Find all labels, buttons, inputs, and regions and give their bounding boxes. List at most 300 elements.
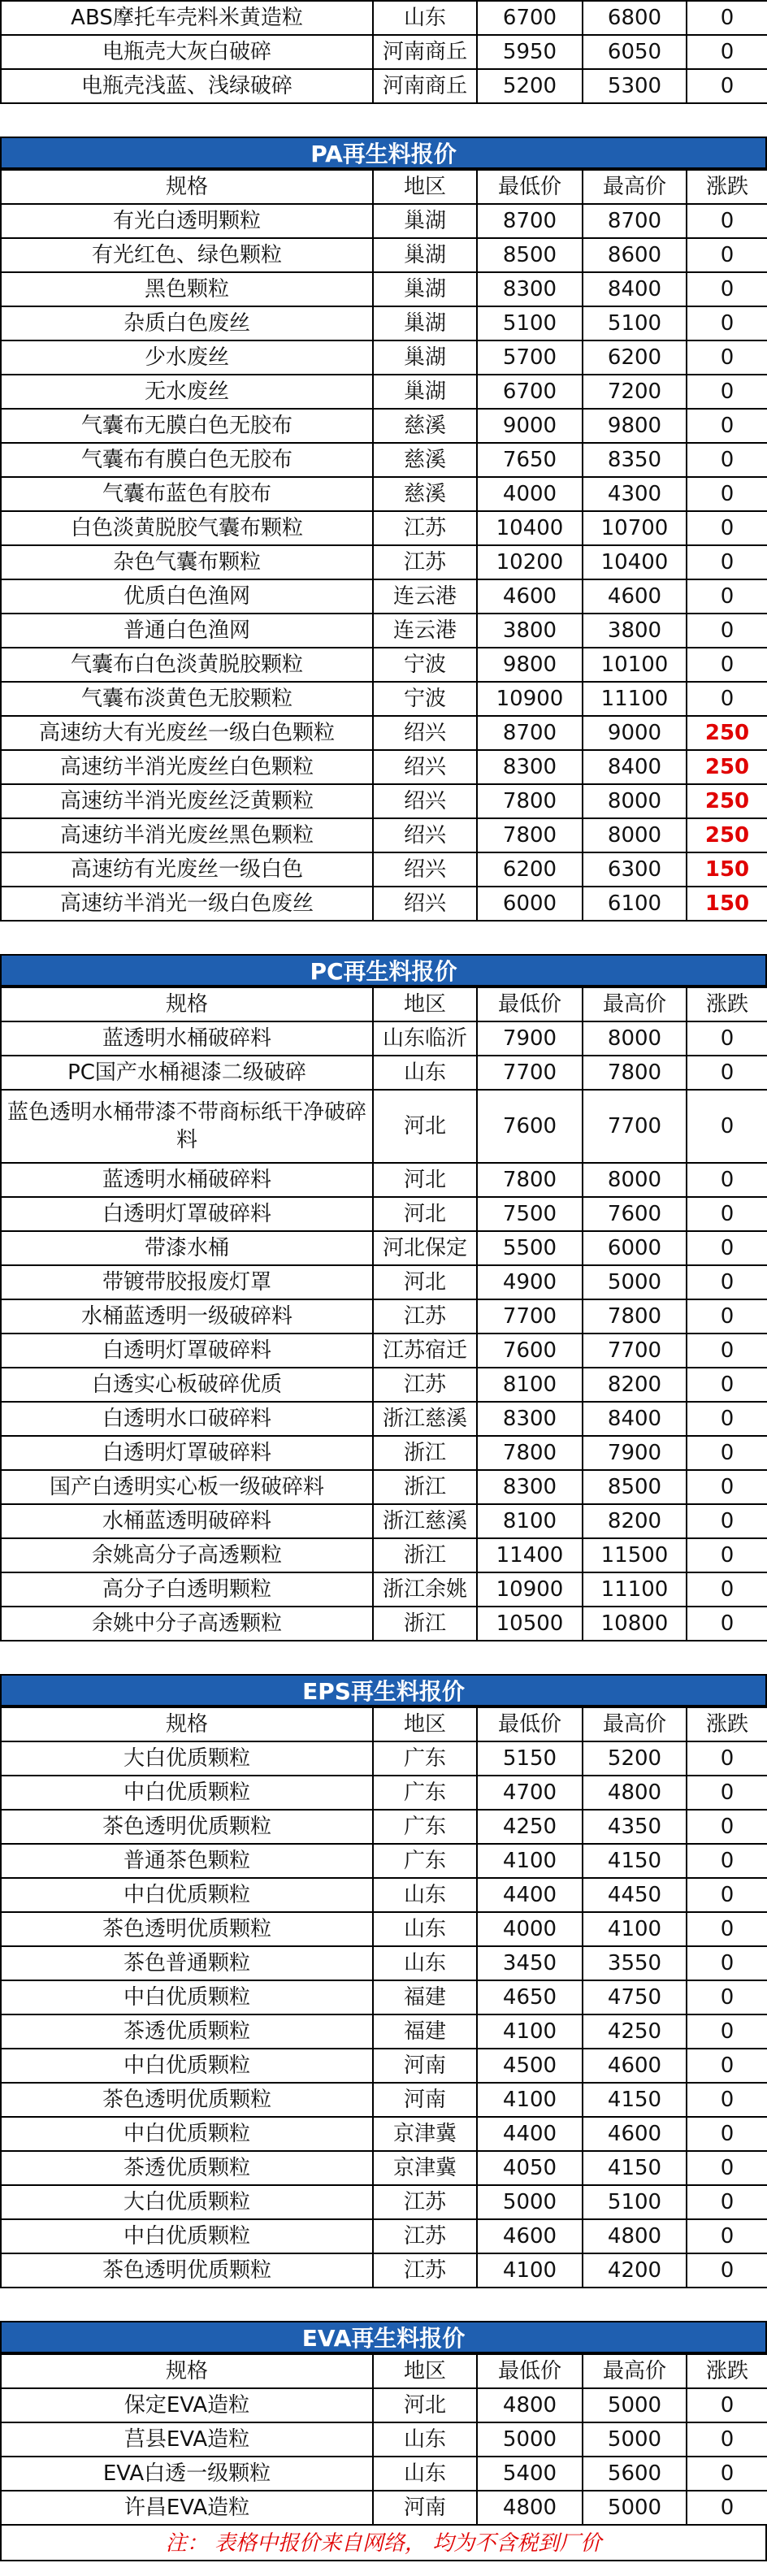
region-cell: 河北 (373, 1090, 477, 1163)
max-price-cell: 8600 (583, 238, 687, 272)
region-cell: 绍兴 (373, 784, 477, 818)
header-row (1, 170, 767, 204)
spec-cell: 茶色透明优质颗粒 (1, 2083, 373, 2117)
region-cell: 山东 (373, 1946, 477, 1980)
min-price-cell: 8300 (477, 272, 583, 306)
price-table (0, 169, 767, 922)
spec-cell: ABS摩托车壳料米黄造粒 (1, 1, 373, 35)
spec-cell: 白透实心板破碎优质 (1, 1368, 373, 1402)
region-cell: 慈溪 (373, 409, 477, 443)
max-price-cell: 5000 (583, 2388, 687, 2422)
region-cell: 绍兴 (373, 818, 477, 852)
change-cell: 0 (687, 614, 767, 648)
change-cell: 0 (687, 1538, 767, 1572)
max-price-cell: 5200 (583, 1741, 687, 1776)
min-price-cell: 7700 (477, 1299, 583, 1334)
spec-cell: 有光红色、绿色颗粒 (1, 238, 373, 272)
price-table (0, 1706, 767, 2288)
change-cell: 0 (687, 69, 767, 103)
min-price-cell: 8500 (477, 238, 583, 272)
max-price-cell: 4600 (583, 2117, 687, 2151)
table-row (1, 1810, 767, 1844)
region-cell: 广东 (373, 1810, 477, 1844)
max-price-cell: 8700 (583, 204, 687, 238)
spec-cell: 杂色气囊布颗粒 (1, 545, 373, 579)
region-cell: 浙江余姚 (373, 1572, 477, 1607)
min-price-cell: 6200 (477, 852, 583, 887)
max-price-cell: 4100 (583, 1912, 687, 1946)
table-row (1, 306, 767, 340)
change-cell: 0 (687, 1334, 767, 1368)
spec-cell: 电瓶壳浅蓝、浅绿破碎 (1, 69, 373, 103)
header-row (1, 987, 767, 1021)
column-header: 涨跌 (687, 1707, 767, 1741)
spec-cell: 茶透优质颗粒 (1, 2151, 373, 2185)
column-header: 规格 (1, 987, 373, 1021)
table-row (1, 2083, 767, 2117)
column-header: 涨跌 (687, 2354, 767, 2388)
column-header: 最高价 (583, 987, 687, 1021)
min-price-cell: 4650 (477, 1980, 583, 2014)
table-row (1, 443, 767, 477)
section-gap (0, 104, 767, 137)
change-cell: 0 (687, 238, 767, 272)
table-row (1, 784, 767, 818)
max-price-cell: 8200 (583, 1504, 687, 1538)
table-row (1, 1021, 767, 1056)
change-cell: 0 (687, 682, 767, 716)
region-cell: 巢湖 (373, 375, 477, 409)
max-price-cell: 4750 (583, 1980, 687, 2014)
min-price-cell: 6700 (477, 1, 583, 35)
change-cell: 0 (687, 1946, 767, 1980)
spec-cell: 带镀带胶报废灯罩 (1, 1265, 373, 1299)
change-cell: 0 (687, 272, 767, 306)
section-gap (0, 2288, 767, 2321)
table-row (1, 2049, 767, 2083)
spec-cell: 高速纺半消光一级白色废丝 (1, 887, 373, 921)
region-cell: 巢湖 (373, 272, 477, 306)
min-price-cell: 5700 (477, 340, 583, 375)
min-price-cell: 10200 (477, 545, 583, 579)
max-price-cell: 4200 (583, 2253, 687, 2288)
min-price-cell: 5500 (477, 1231, 583, 1265)
min-price-cell: 7800 (477, 1163, 583, 1197)
region-cell: 慈溪 (373, 477, 477, 511)
min-price-cell: 4700 (477, 1776, 583, 1810)
table-row (1, 1197, 767, 1231)
price-table (0, 987, 767, 1641)
spec-cell: 余姚中分子高透颗粒 (1, 1607, 373, 1641)
region-cell: 巢湖 (373, 340, 477, 375)
max-price-cell: 11100 (583, 682, 687, 716)
region-cell: 江苏 (373, 1368, 477, 1402)
table-row (1, 1299, 767, 1334)
min-price-cell: 4500 (477, 2049, 583, 2083)
max-price-cell: 8400 (583, 1402, 687, 1436)
change-cell: 0 (687, 1056, 767, 1090)
region-cell: 江苏 (373, 545, 477, 579)
spec-cell: 中白优质颗粒 (1, 2049, 373, 2083)
table-row (1, 1980, 767, 2014)
min-price-cell: 7800 (477, 1436, 583, 1470)
region-cell: 连云港 (373, 614, 477, 648)
change-cell: 250 (687, 750, 767, 784)
region-cell: 绍兴 (373, 750, 477, 784)
min-price-cell: 4100 (477, 1844, 583, 1878)
spec-cell: 白透明灯罩破碎料 (1, 1436, 373, 1470)
spec-cell: 中白优质颗粒 (1, 2117, 373, 2151)
region-cell: 河北 (373, 1265, 477, 1299)
table-row (1, 477, 767, 511)
spec-cell: 无水废丝 (1, 375, 373, 409)
spec-cell: 茶色透明优质颗粒 (1, 1912, 373, 1946)
max-price-cell: 8400 (583, 272, 687, 306)
table-row (1, 1265, 767, 1299)
region-cell: 宁波 (373, 682, 477, 716)
change-cell: 150 (687, 887, 767, 921)
max-price-cell: 3550 (583, 1946, 687, 1980)
change-cell: 0 (687, 1231, 767, 1265)
table-row (1, 409, 767, 443)
spec-cell: 带漆水桶 (1, 1231, 373, 1265)
spec-cell: 高速纺有光废丝一级白色 (1, 852, 373, 887)
max-price-cell: 5000 (583, 2491, 687, 2525)
region-cell: 河南 (373, 2083, 477, 2117)
spec-cell: 白透明灯罩破碎料 (1, 1334, 373, 1368)
region-cell: 浙江 (373, 1470, 477, 1504)
table-row (1, 682, 767, 716)
spec-cell: 中白优质颗粒 (1, 1878, 373, 1912)
max-price-cell: 6050 (583, 35, 687, 69)
min-price-cell: 8300 (477, 750, 583, 784)
change-cell: 0 (687, 443, 767, 477)
change-cell: 0 (687, 1163, 767, 1197)
change-cell: 0 (687, 477, 767, 511)
min-price-cell: 7600 (477, 1090, 583, 1163)
region-cell: 河北保定 (373, 1231, 477, 1265)
region-cell: 绍兴 (373, 716, 477, 750)
region-cell: 山东 (373, 2422, 477, 2457)
table-row (1, 2253, 767, 2288)
region-cell: 福建 (373, 2014, 477, 2049)
max-price-cell: 6200 (583, 340, 687, 375)
table-row (1, 375, 767, 409)
min-price-cell: 4800 (477, 2491, 583, 2525)
spec-cell: 优质白色渔网 (1, 579, 373, 614)
table-row (1, 2457, 767, 2491)
max-price-cell: 6300 (583, 852, 687, 887)
spec-cell: 电瓶壳大灰白破碎 (1, 35, 373, 69)
max-price-cell: 10400 (583, 545, 687, 579)
region-cell: 京津冀 (373, 2117, 477, 2151)
spec-cell: 气囊布无膜白色无胶布 (1, 409, 373, 443)
table-row (1, 1056, 767, 1090)
spec-cell: 茶色普通颗粒 (1, 1946, 373, 1980)
max-price-cell: 7800 (583, 1299, 687, 1334)
table-row (1, 716, 767, 750)
min-price-cell: 3450 (477, 1946, 583, 1980)
min-price-cell: 8700 (477, 716, 583, 750)
section-title: EVA再生料报价 (0, 2321, 767, 2353)
change-cell: 0 (687, 375, 767, 409)
max-price-cell: 8000 (583, 1163, 687, 1197)
spec-cell: 茶透优质颗粒 (1, 2014, 373, 2049)
change-cell: 0 (687, 1, 767, 35)
min-price-cell: 7700 (477, 1056, 583, 1090)
section-title: PC再生料报价 (0, 954, 767, 987)
change-cell: 0 (687, 2422, 767, 2457)
max-price-cell: 8000 (583, 784, 687, 818)
max-price-cell: 7800 (583, 1056, 687, 1090)
min-price-cell: 5950 (477, 35, 583, 69)
min-price-cell: 7500 (477, 1197, 583, 1231)
table-row (1, 272, 767, 306)
table-row (1, 1090, 767, 1163)
column-header: 地区 (373, 1707, 477, 1741)
max-price-cell: 5600 (583, 2457, 687, 2491)
region-cell: 广东 (373, 1741, 477, 1776)
region-cell: 广东 (373, 1844, 477, 1878)
min-price-cell: 8100 (477, 1504, 583, 1538)
footer-note: 注： 表格中报价来自网络， 均为不含税到厂价 (0, 2526, 767, 2561)
spec-cell: 大白优质颗粒 (1, 2185, 373, 2219)
max-price-cell: 3800 (583, 614, 687, 648)
change-cell: 0 (687, 648, 767, 682)
spec-cell: 水桶蓝透明破碎料 (1, 1504, 373, 1538)
table-row (1, 69, 767, 103)
max-price-cell: 4150 (583, 1844, 687, 1878)
change-cell: 0 (687, 1265, 767, 1299)
table-row (1, 1, 767, 35)
change-cell: 0 (687, 2219, 767, 2253)
region-cell: 山东 (373, 2457, 477, 2491)
change-cell: 0 (687, 1021, 767, 1056)
table-row (1, 1538, 767, 1572)
change-cell: 0 (687, 1299, 767, 1334)
spec-cell: 白色淡黄脱胶气囊布颗粒 (1, 511, 373, 545)
min-price-cell: 5400 (477, 2457, 583, 2491)
table-row (1, 1504, 767, 1538)
region-cell: 浙江 (373, 1538, 477, 1572)
column-header: 规格 (1, 1707, 373, 1741)
region-cell: 慈溪 (373, 443, 477, 477)
change-cell: 0 (687, 2185, 767, 2219)
min-price-cell: 8300 (477, 1402, 583, 1436)
spec-cell: PC国产水桶褪漆二级破碎 (1, 1056, 373, 1090)
change-cell: 0 (687, 2117, 767, 2151)
min-price-cell: 4250 (477, 1810, 583, 1844)
region-cell: 江苏 (373, 511, 477, 545)
table-row (1, 750, 767, 784)
change-cell: 0 (687, 1197, 767, 1231)
min-price-cell: 7600 (477, 1334, 583, 1368)
price-table (0, 2353, 767, 2526)
spec-cell: 余姚高分子高透颗粒 (1, 1538, 373, 1572)
change-cell: 0 (687, 2151, 767, 2185)
min-price-cell: 5000 (477, 2185, 583, 2219)
change-cell: 0 (687, 1504, 767, 1538)
region-cell: 广东 (373, 1776, 477, 1810)
column-header: 最高价 (583, 170, 687, 204)
max-price-cell: 11500 (583, 1538, 687, 1572)
table-row (1, 579, 767, 614)
max-price-cell: 8000 (583, 818, 687, 852)
table-row (1, 1334, 767, 1368)
spec-cell: 有光白透明颗粒 (1, 204, 373, 238)
region-cell: 巢湖 (373, 238, 477, 272)
section-title: PA再生料报价 (0, 137, 767, 169)
max-price-cell: 9800 (583, 409, 687, 443)
column-header: 地区 (373, 170, 477, 204)
region-cell: 绍兴 (373, 887, 477, 921)
region-cell: 宁波 (373, 648, 477, 682)
change-cell: 0 (687, 1741, 767, 1776)
table-row (1, 1163, 767, 1197)
max-price-cell: 10800 (583, 1607, 687, 1641)
change-cell: 0 (687, 579, 767, 614)
min-price-cell: 4800 (477, 2388, 583, 2422)
column-header: 规格 (1, 170, 373, 204)
min-price-cell: 4900 (477, 1265, 583, 1299)
change-cell: 0 (687, 1402, 767, 1436)
column-header: 最低价 (477, 1707, 583, 1741)
section-title: EPS再生料报价 (0, 1674, 767, 1706)
min-price-cell: 7800 (477, 784, 583, 818)
min-price-cell: 4600 (477, 2219, 583, 2253)
table-row (1, 1231, 767, 1265)
max-price-cell: 10100 (583, 648, 687, 682)
change-cell: 0 (687, 2049, 767, 2083)
header-row (1, 1707, 767, 1741)
spec-cell: 中白优质颗粒 (1, 1776, 373, 1810)
spec-cell: 高速纺半消光废丝白色颗粒 (1, 750, 373, 784)
min-price-cell: 4000 (477, 1912, 583, 1946)
change-cell: 0 (687, 1810, 767, 1844)
max-price-cell: 10700 (583, 511, 687, 545)
region-cell: 山东 (373, 1878, 477, 1912)
table-row (1, 1470, 767, 1504)
change-cell: 0 (687, 1607, 767, 1641)
table-row (1, 614, 767, 648)
spec-cell: 保定EVA造粒 (1, 2388, 373, 2422)
max-price-cell: 7200 (583, 375, 687, 409)
change-cell: 0 (687, 2491, 767, 2525)
table-row (1, 2422, 767, 2457)
max-price-cell: 4450 (583, 1878, 687, 1912)
spec-cell: 高分子白透明颗粒 (1, 1572, 373, 1607)
spec-cell: 蓝透明水桶破碎料 (1, 1163, 373, 1197)
min-price-cell: 3800 (477, 614, 583, 648)
max-price-cell: 4150 (583, 2083, 687, 2117)
change-cell: 0 (687, 1980, 767, 2014)
spec-cell: 蓝色透明水桶带漆不带商标纸干净破碎料 (1, 1090, 373, 1163)
min-price-cell: 5000 (477, 2422, 583, 2457)
column-header: 规格 (1, 2354, 373, 2388)
change-cell: 0 (687, 204, 767, 238)
spec-cell: 白透明水口破碎料 (1, 1402, 373, 1436)
spec-cell: 气囊布蓝色有胶布 (1, 477, 373, 511)
table-row (1, 2185, 767, 2219)
region-cell: 浙江 (373, 1436, 477, 1470)
section-gap (0, 922, 767, 954)
change-cell: 0 (687, 1368, 767, 1402)
column-header: 涨跌 (687, 987, 767, 1021)
column-header: 地区 (373, 987, 477, 1021)
change-cell: 0 (687, 2014, 767, 2049)
min-price-cell: 5100 (477, 306, 583, 340)
region-cell: 巢湖 (373, 204, 477, 238)
abs-table-tail (0, 0, 767, 104)
header-row (1, 2354, 767, 2388)
max-price-cell: 5000 (583, 1265, 687, 1299)
region-cell: 山东临沂 (373, 1021, 477, 1056)
spec-cell: 国产白透明实心板一级破碎料 (1, 1470, 373, 1504)
table-row (1, 1776, 767, 1810)
region-cell: 福建 (373, 1980, 477, 2014)
change-cell: 0 (687, 511, 767, 545)
min-price-cell: 7650 (477, 443, 583, 477)
max-price-cell: 8000 (583, 1021, 687, 1056)
max-price-cell: 4350 (583, 1810, 687, 1844)
table-row (1, 1946, 767, 1980)
spec-cell: 莒县EVA造粒 (1, 2422, 373, 2457)
region-cell: 河南商丘 (373, 35, 477, 69)
region-cell: 浙江慈溪 (373, 1402, 477, 1436)
spec-cell: 中白优质颗粒 (1, 1980, 373, 2014)
spec-cell: 高速纺大有光废丝一级白色颗粒 (1, 716, 373, 750)
change-cell: 0 (687, 2083, 767, 2117)
max-price-cell: 7600 (583, 1197, 687, 1231)
change-cell: 250 (687, 716, 767, 750)
column-header: 最低价 (477, 2354, 583, 2388)
table-row (1, 204, 767, 238)
change-cell: 0 (687, 545, 767, 579)
spec-cell: 高速纺半消光废丝黑色颗粒 (1, 818, 373, 852)
spec-cell: 茶色透明优质颗粒 (1, 1810, 373, 1844)
change-cell: 150 (687, 852, 767, 887)
table-row (1, 1878, 767, 1912)
change-cell: 0 (687, 2388, 767, 2422)
change-cell: 0 (687, 409, 767, 443)
change-cell: 250 (687, 784, 767, 818)
change-cell: 0 (687, 1878, 767, 1912)
table-row (1, 1436, 767, 1470)
min-price-cell: 7900 (477, 1021, 583, 1056)
max-price-cell: 4800 (583, 2219, 687, 2253)
spec-cell: 许昌EVA造粒 (1, 2491, 373, 2525)
column-header: 最高价 (583, 2354, 687, 2388)
spec-cell: 普通茶色颗粒 (1, 1844, 373, 1878)
spec-cell: 气囊布淡黄色无胶颗粒 (1, 682, 373, 716)
table-row (1, 1844, 767, 1878)
min-price-cell: 4600 (477, 579, 583, 614)
max-price-cell: 7900 (583, 1436, 687, 1470)
table-row (1, 2014, 767, 2049)
spec-cell: 大白优质颗粒 (1, 1741, 373, 1776)
table-row (1, 2151, 767, 2185)
min-price-cell: 9000 (477, 409, 583, 443)
change-cell: 0 (687, 1572, 767, 1607)
max-price-cell: 9000 (583, 716, 687, 750)
min-price-cell: 8700 (477, 204, 583, 238)
max-price-cell: 6000 (583, 1231, 687, 1265)
max-price-cell: 5100 (583, 306, 687, 340)
column-header: 最低价 (477, 987, 583, 1021)
table-row (1, 511, 767, 545)
region-cell: 河南 (373, 2491, 477, 2525)
max-price-cell: 11100 (583, 1572, 687, 1607)
